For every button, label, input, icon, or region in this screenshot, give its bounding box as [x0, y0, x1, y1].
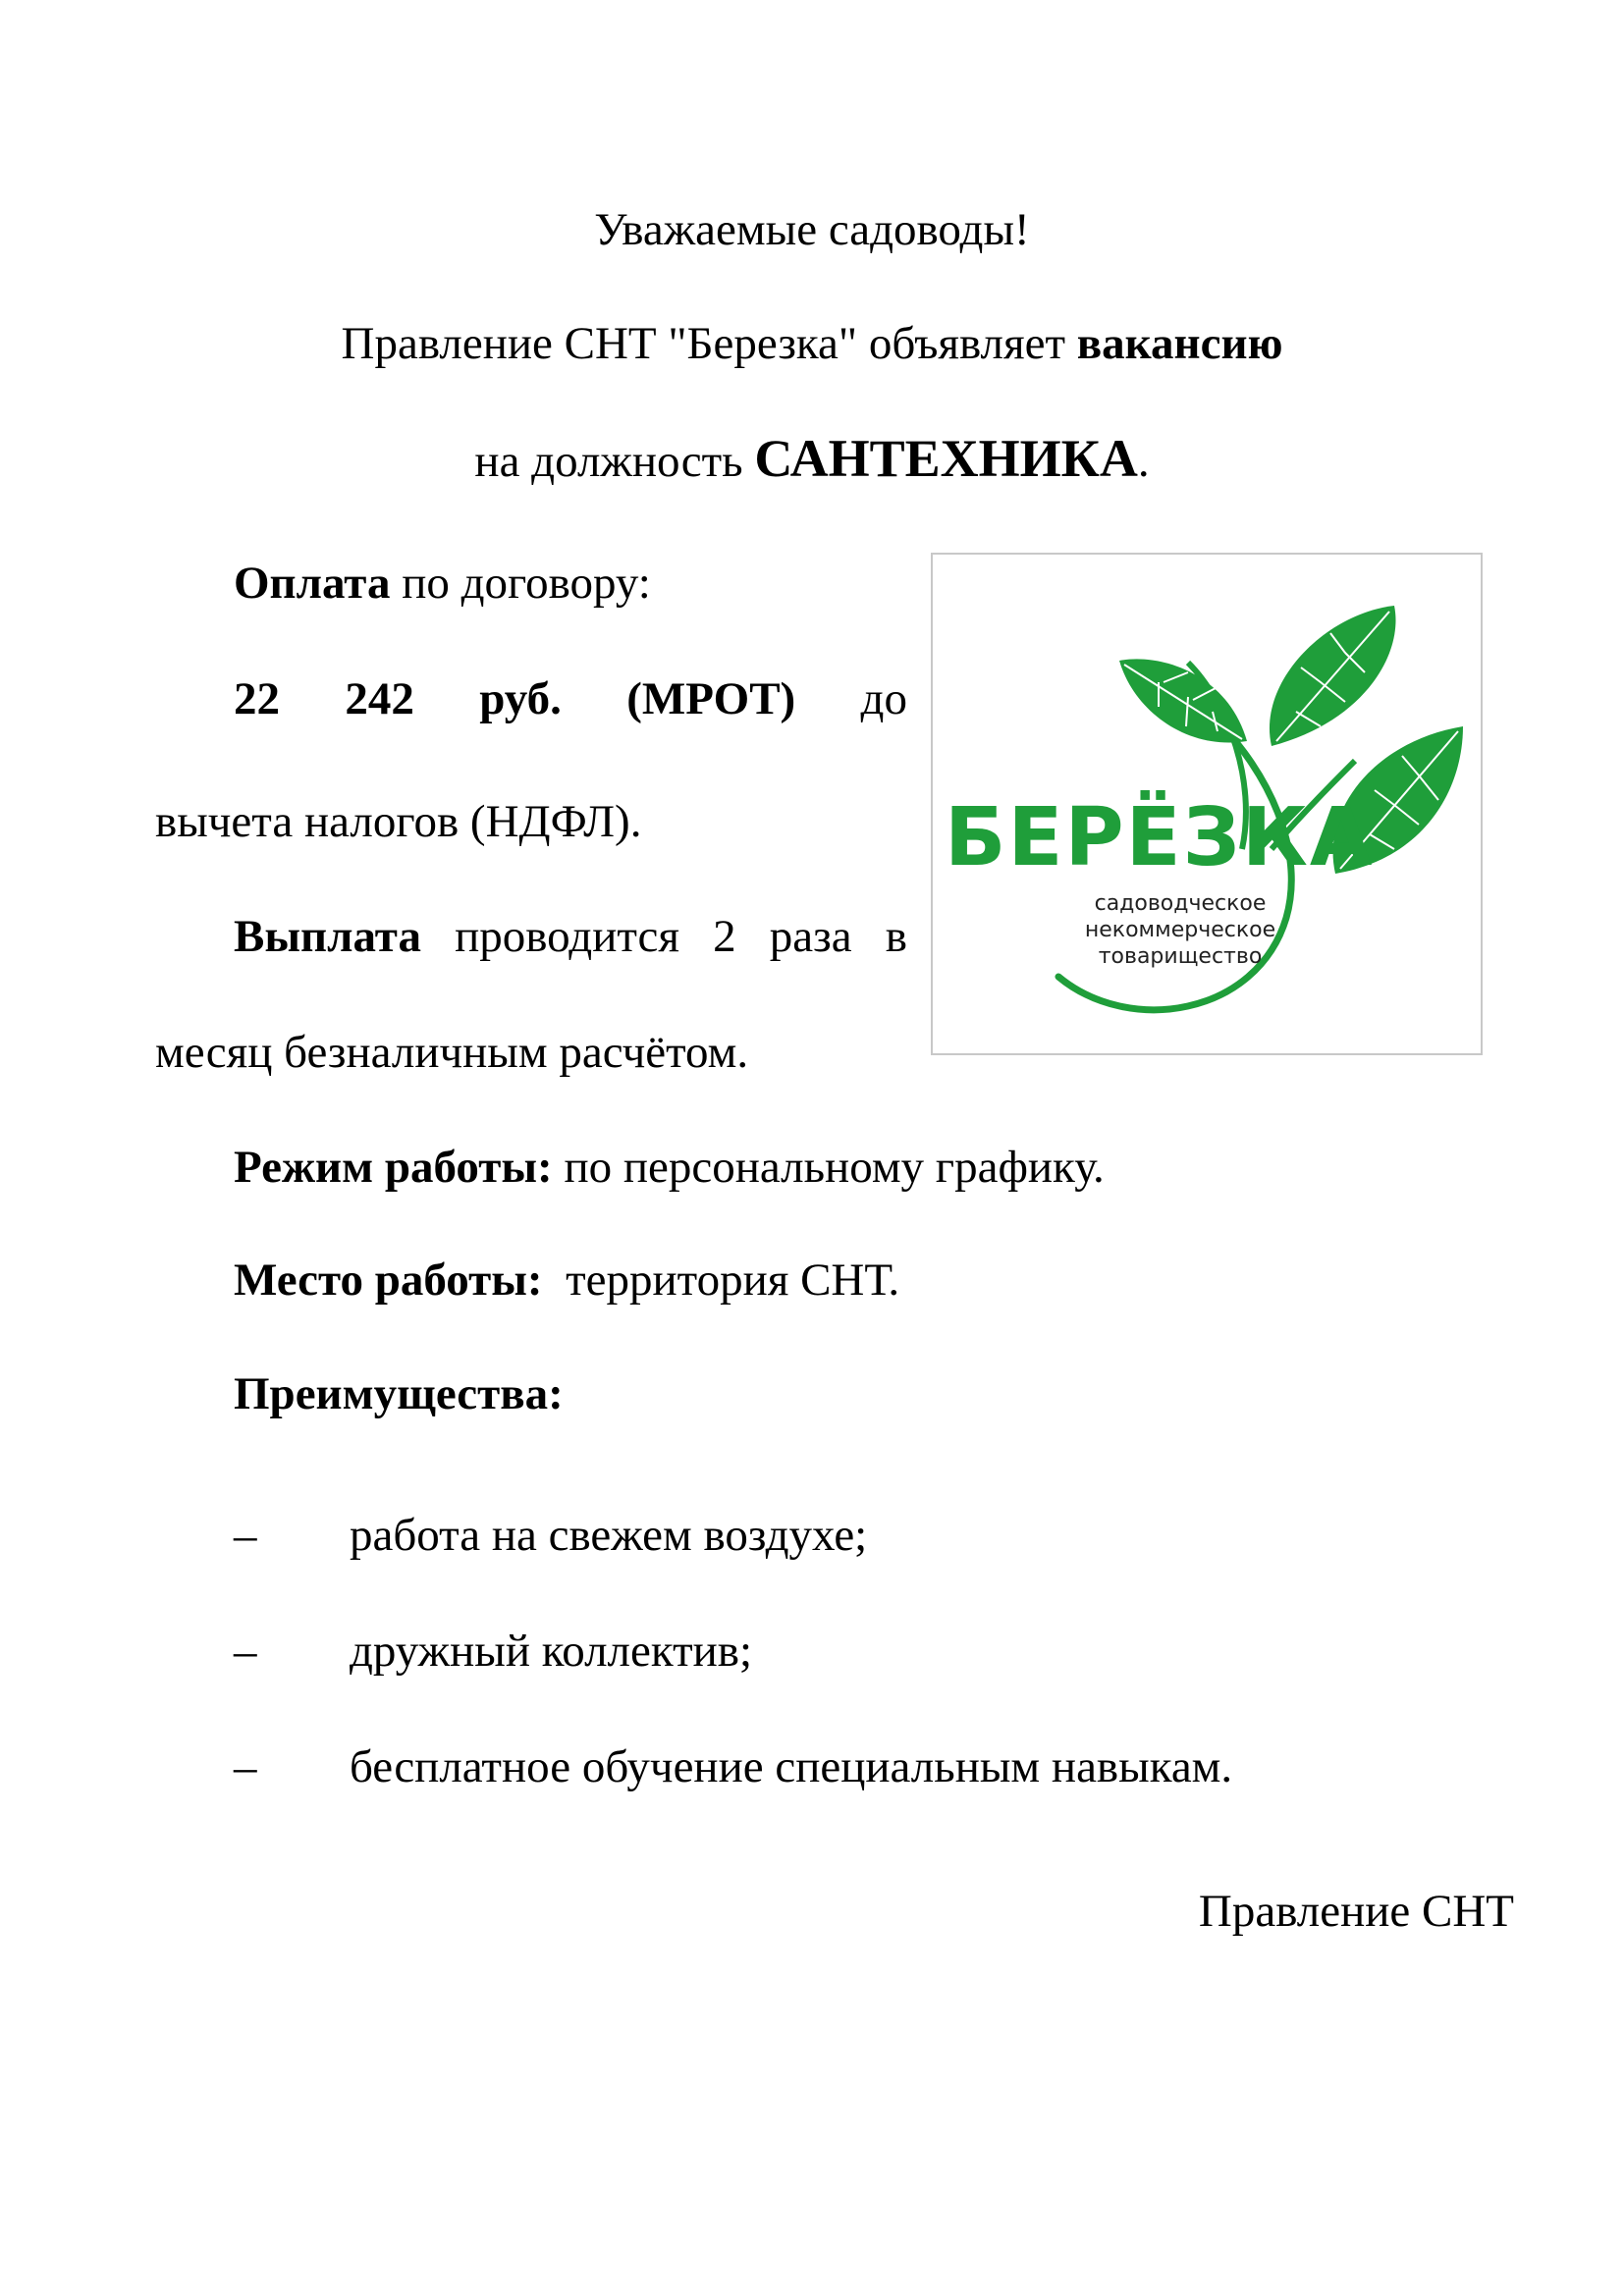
position-line [0, 429, 1624, 491]
announcement-prefix: Правление СНТ "Березка" объявляет [341, 318, 1077, 369]
tax-note: вычета налогов (НДФЛ). [155, 796, 642, 847]
place-line [234, 1251, 899, 1309]
schedule-line [234, 1138, 1105, 1197]
greeting: Уважаемые садоводы! [594, 204, 1030, 255]
logo [931, 553, 1483, 1055]
place-label: Место работы: [234, 1255, 543, 1306]
logo-sub-1: садоводческое [1094, 891, 1267, 916]
list-item: бесплатное обучение специальным навыкам. [350, 1741, 1233, 1792]
payment-label: Оплата [234, 558, 391, 609]
signature: Правление СНТ [1198, 1886, 1514, 1937]
position-prefix: на должность [474, 436, 755, 487]
schedule-label: Режим работы: [234, 1142, 553, 1193]
schedule-text: по персональному графику. [552, 1142, 1105, 1193]
payout-word-3: раза [769, 911, 852, 962]
payment-amount-suffix: до [860, 673, 907, 724]
payment-line [234, 554, 651, 613]
payment-amount-number-1: 22 [234, 673, 280, 724]
logo-sub-3: товарищество [1098, 944, 1263, 969]
payment-amount-number-2: 242 [345, 673, 414, 724]
payout-line-2: месяц безналичным расчётом. [155, 1027, 749, 1078]
list-item: дружный коллектив; [350, 1626, 753, 1677]
position-title: САНТЕХНИКА [754, 429, 1138, 488]
announcement-bold: вакансию [1076, 318, 1283, 369]
announcement-line [0, 314, 1624, 373]
birch-logo-icon [933, 555, 1481, 1053]
payout-word-4: в [885, 911, 907, 962]
benefits-heading: Преимущества: [234, 1368, 564, 1419]
position-suffix: . [1137, 436, 1150, 487]
payment-amount-currency: руб. [479, 673, 562, 724]
payout-word-2: 2 [713, 911, 736, 962]
list-bullet-dash: – [234, 1510, 257, 1561]
payment-amount-line [234, 669, 907, 728]
place-text: территория СНТ. [542, 1255, 900, 1306]
logo-name: БЕРЁЗКА [945, 791, 1375, 884]
list-bullet-dash: – [234, 1741, 257, 1792]
list-bullet-dash: – [234, 1626, 257, 1677]
payment-amount-mrot: (МРОТ) [626, 673, 796, 724]
payout-label: Выплата [234, 911, 421, 962]
payout-word-1: проводится [455, 911, 679, 962]
payout-line [234, 907, 907, 966]
payment-text: по договору: [390, 558, 651, 609]
logo-sub-2: некоммерческое [1084, 918, 1276, 942]
list-item: работа на свежем воздухе; [350, 1510, 868, 1561]
